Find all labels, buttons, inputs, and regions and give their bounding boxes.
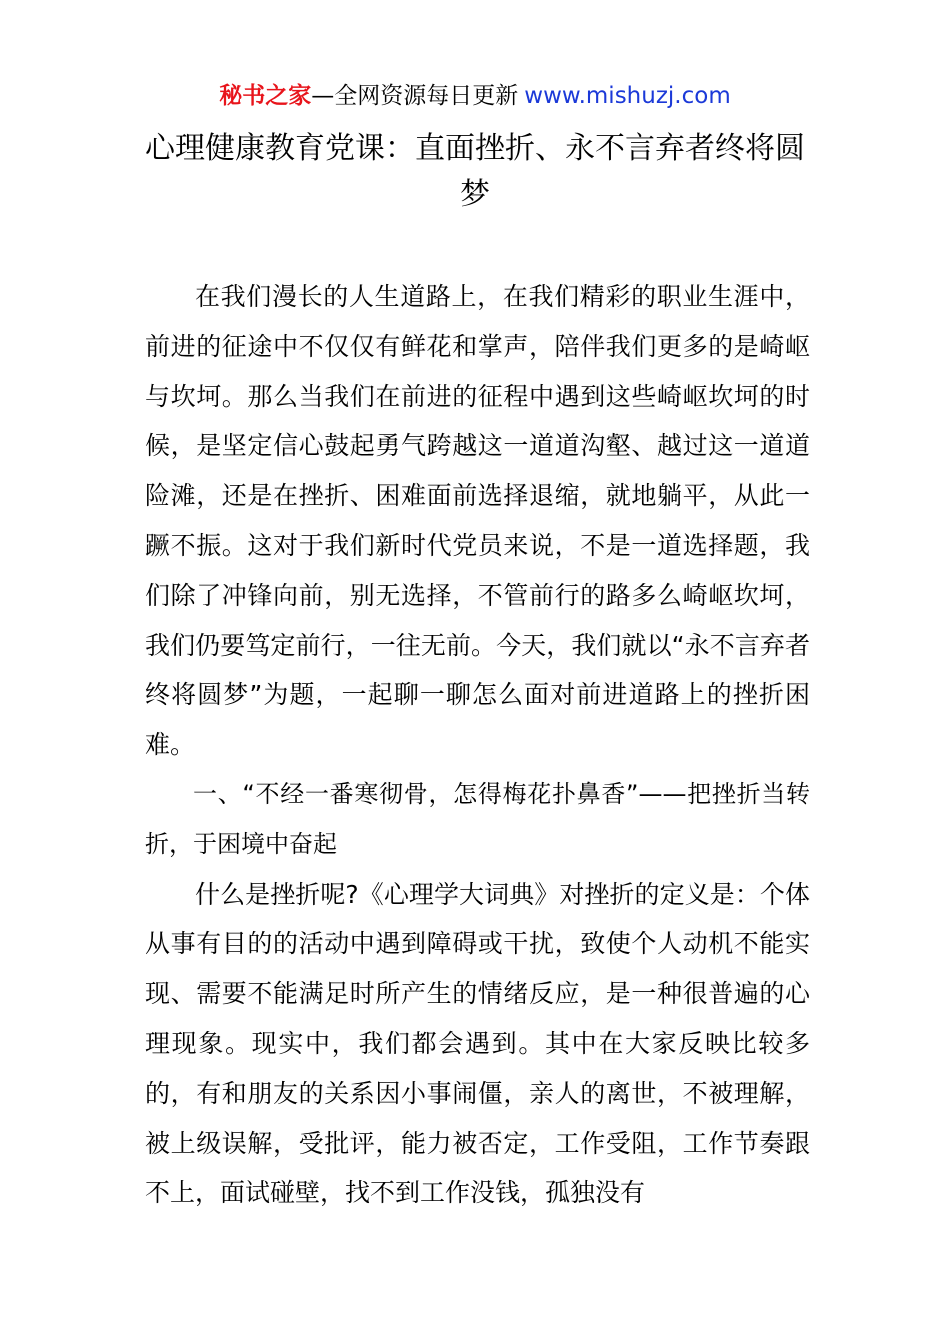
site-url: www.mishuzj.com [524,83,731,109]
paragraph-intro: 在我们漫长的人生道路上，在我们精彩的职业生涯中，前进的征途中不仅仅有鲜花和掌声，陪伴我们更多的是崎岖与坎坷。那么当我们在前进的征程中遇到这些崎岖坎坷的时候，是坚定信心鼓起勇气跨越这一道道沟壑、越过这一道道险滩，还是在挫折、困难面前选择退缩，就地躺平，从此一蹶不振。这对于我们新时代党员来说，不是一道选择题，我们除了冲锋向前，别无选择，不管前行的路多么崎岖坎坷，我们仍要笃定前行，一往无前。今天，我们就以“永不言弃者终将圆梦”为题，一起聊一聊怎么面对前进道路上的挫折困难。 [145,282,810,760]
site-brand: 秘书之家 [219,83,312,109]
section-heading-1: 一、“不经一番寒彻骨，怎得梅花扑鼻香”——把挫折当转折，于困境中奋起 [145,779,810,858]
document-body [145,272,810,1218]
site-tagline: —全网资源每日更新 [311,83,519,109]
site-header [0,80,950,112]
paragraph-definition: 什么是挫折呢?《心理学大词典》对挫折的定义是：个体从事有目的的活动中遇到障碍或干扰，致使个人动机不能实现、需要不能满足时所产生的情绪反应，是一种很普遍的心理现象。现实中，我们都会遇到。其中在大家反映比较多的，有和朋友的关系因小事闹僵，亲人的离世，不被理解，被上级误解，受批评，能力被否定，工作受阻，工作节奏跟不上，面试碰壁，找不到工作没钱，孤独没有 [145,879,810,1208]
document-title: 心理健康教育党课：直面挫折、永不言弃者终将圆梦 [145,131,805,212]
